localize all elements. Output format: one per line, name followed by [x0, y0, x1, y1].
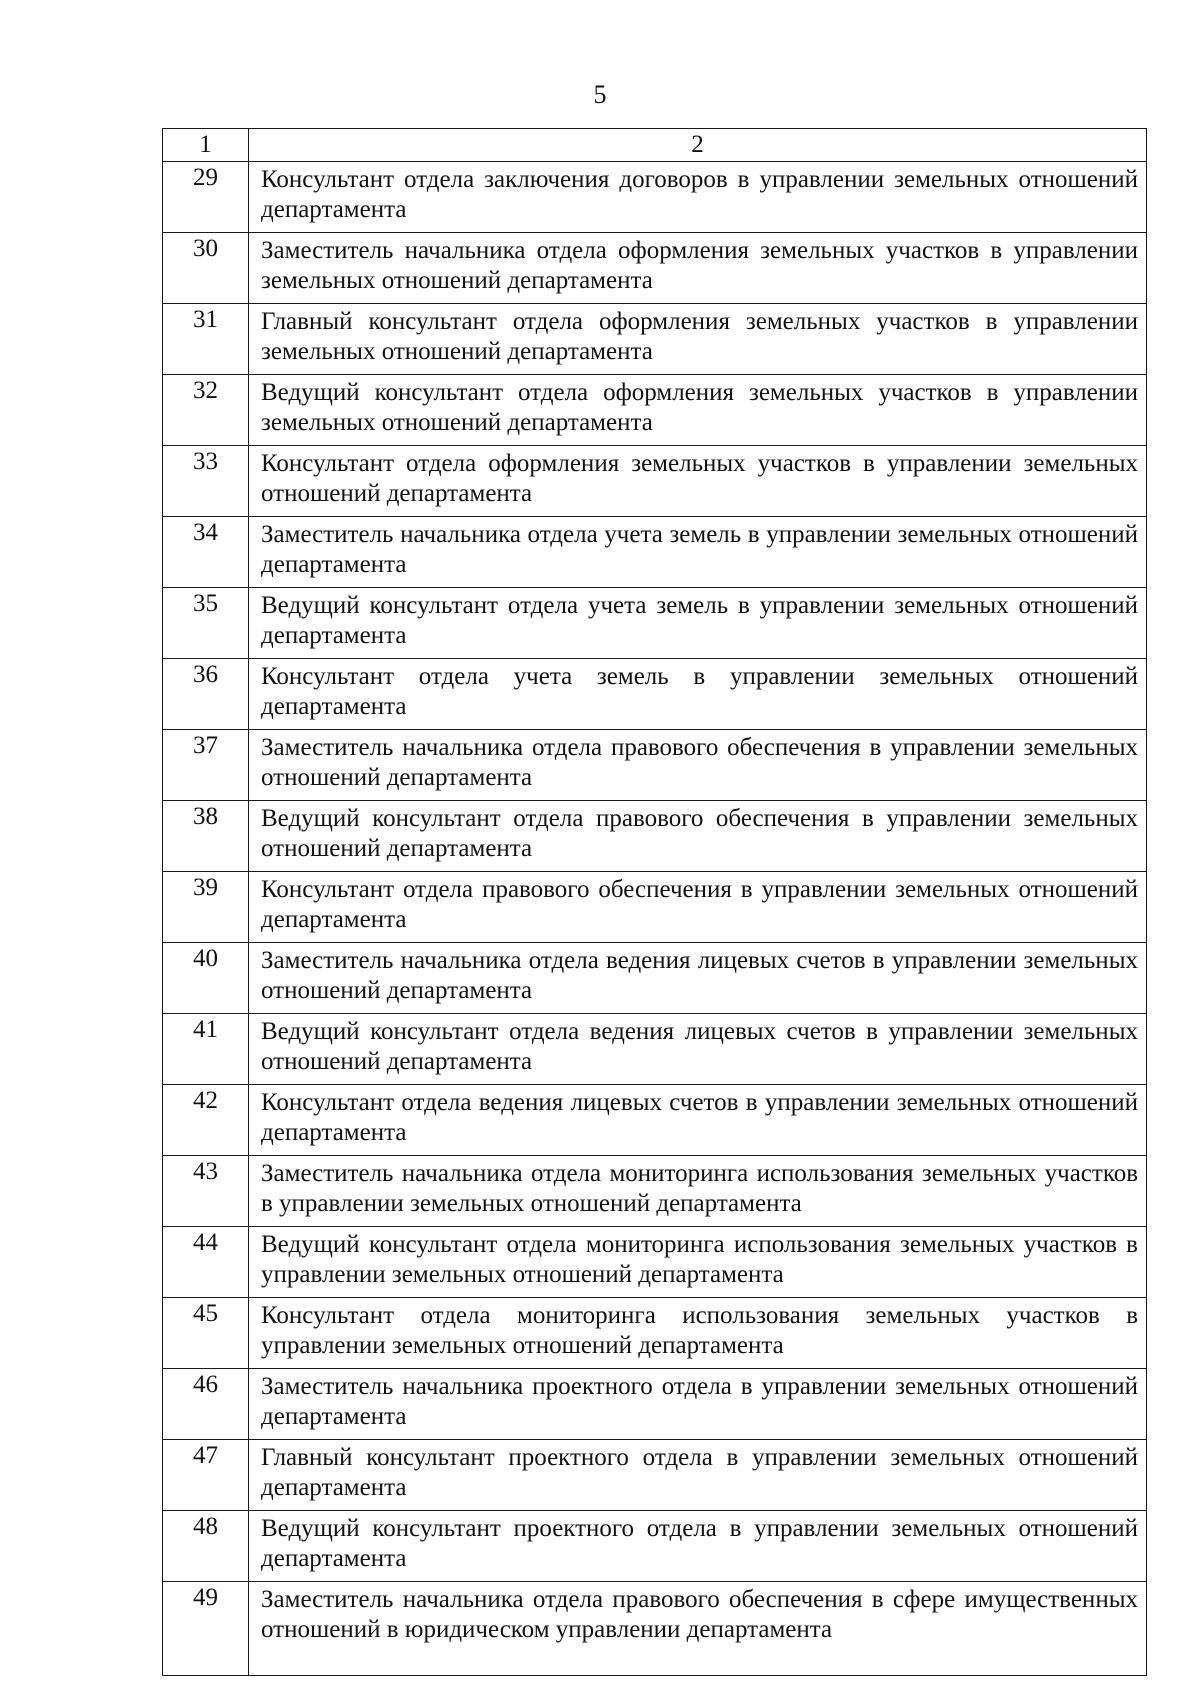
position-title: Заместитель начальника отдела мониторинга использования земельных участков в управлении земельных отношений департамента — [249, 1156, 1147, 1227]
row-number: 38 — [163, 801, 249, 872]
row-number: 46 — [163, 1369, 249, 1440]
table-row — [163, 1014, 1147, 1085]
column-header-position: 2 — [249, 129, 1147, 162]
row-number: 43 — [163, 1156, 249, 1227]
position-title: Заместитель начальника отдела правового обеспечения в сфере имущественных отношений в юридическом управлении департамента — [249, 1582, 1147, 1676]
row-number: 35 — [163, 588, 249, 659]
table-header-row — [163, 129, 1147, 162]
table-row — [163, 943, 1147, 1014]
row-number: 41 — [163, 1014, 249, 1085]
position-title: Заместитель начальника отдела ведения лицевых счетов в управлении земельных отношений департамента — [249, 943, 1147, 1014]
table-row — [163, 1298, 1147, 1369]
positions-table — [162, 128, 1147, 1676]
row-number: 40 — [163, 943, 249, 1014]
position-title: Заместитель начальника проектного отдела в управлении земельных отношений департамента — [249, 1369, 1147, 1440]
position-title: Ведущий консультант отдела мониторинга использования земельных участков в управлении земельных отношений департамента — [249, 1227, 1147, 1298]
row-number: 48 — [163, 1511, 249, 1582]
row-number: 34 — [163, 517, 249, 588]
position-title: Консультант отдела мониторинга использования земельных участков в управлении земельных отношений департамента — [249, 1298, 1147, 1369]
table-row — [163, 872, 1147, 943]
row-number: 30 — [163, 233, 249, 304]
row-number: 37 — [163, 730, 249, 801]
position-title: Главный консультант отдела оформления земельных участков в управлении земельных отношений департамента — [249, 304, 1147, 375]
table-row — [163, 446, 1147, 517]
table-row — [163, 233, 1147, 304]
page-number: 5 — [593, 80, 607, 109]
position-title: Заместитель начальника отдела учета земель в управлении земельных отношений департамента — [249, 517, 1147, 588]
position-title: Ведущий консультант отдела учета земель в управлении земельных отношений департамента — [249, 588, 1147, 659]
table-row — [163, 1369, 1147, 1440]
column-header-number: 1 — [163, 129, 249, 162]
position-title: Главный консультант проектного отдела в управлении земельных отношений департамента — [249, 1440, 1147, 1511]
table-row — [163, 1582, 1147, 1676]
table-row — [163, 162, 1147, 233]
position-title: Консультант отдела правового обеспечения в управлении земельных отношений департамента — [249, 872, 1147, 943]
table-row — [163, 730, 1147, 801]
row-number: 45 — [163, 1298, 249, 1369]
table-row — [163, 588, 1147, 659]
table-row — [163, 1156, 1147, 1227]
table-row — [163, 375, 1147, 446]
position-title: Ведущий консультант отдела ведения лицевых счетов в управлении земельных отношений департамента — [249, 1014, 1147, 1085]
position-title: Заместитель начальника отдела правового обеспечения в управлении земельных отношений департамента — [249, 730, 1147, 801]
table-row — [163, 1085, 1147, 1156]
table-row — [163, 1511, 1147, 1582]
position-title: Консультант отдела заключения договоров в управлении земельных отношений департамента — [249, 162, 1147, 233]
position-title: Ведущий консультант отдела правового обеспечения в управлении земельных отношений департамента — [249, 801, 1147, 872]
row-number: 49 — [163, 1582, 249, 1676]
row-number: 42 — [163, 1085, 249, 1156]
row-number: 31 — [163, 304, 249, 375]
position-title: Ведущий консультант отдела оформления земельных участков в управлении земельных отношений департамента — [249, 375, 1147, 446]
table-row — [163, 517, 1147, 588]
row-number: 29 — [163, 162, 249, 233]
position-title: Консультант отдела оформления земельных участков в управлении земельных отношений департамента — [249, 446, 1147, 517]
row-number: 47 — [163, 1440, 249, 1511]
position-title: Консультант отдела учета земель в управлении земельных отношений департамента — [249, 659, 1147, 730]
table-row — [163, 304, 1147, 375]
position-title: Консультант отдела ведения лицевых счетов в управлении земельных отношений департамента — [249, 1085, 1147, 1156]
row-number: 32 — [163, 375, 249, 446]
table-row — [163, 659, 1147, 730]
row-number: 44 — [163, 1227, 249, 1298]
table-row — [163, 1440, 1147, 1511]
row-number: 36 — [163, 659, 249, 730]
table-row — [163, 801, 1147, 872]
position-title: Ведущий консультант проектного отдела в управлении земельных отношений департамента — [249, 1511, 1147, 1582]
row-number: 33 — [163, 446, 249, 517]
position-title: Заместитель начальника отдела оформления земельных участков в управлении земельных отношений департамента — [249, 233, 1147, 304]
row-number: 39 — [163, 872, 249, 943]
table-row — [163, 1227, 1147, 1298]
